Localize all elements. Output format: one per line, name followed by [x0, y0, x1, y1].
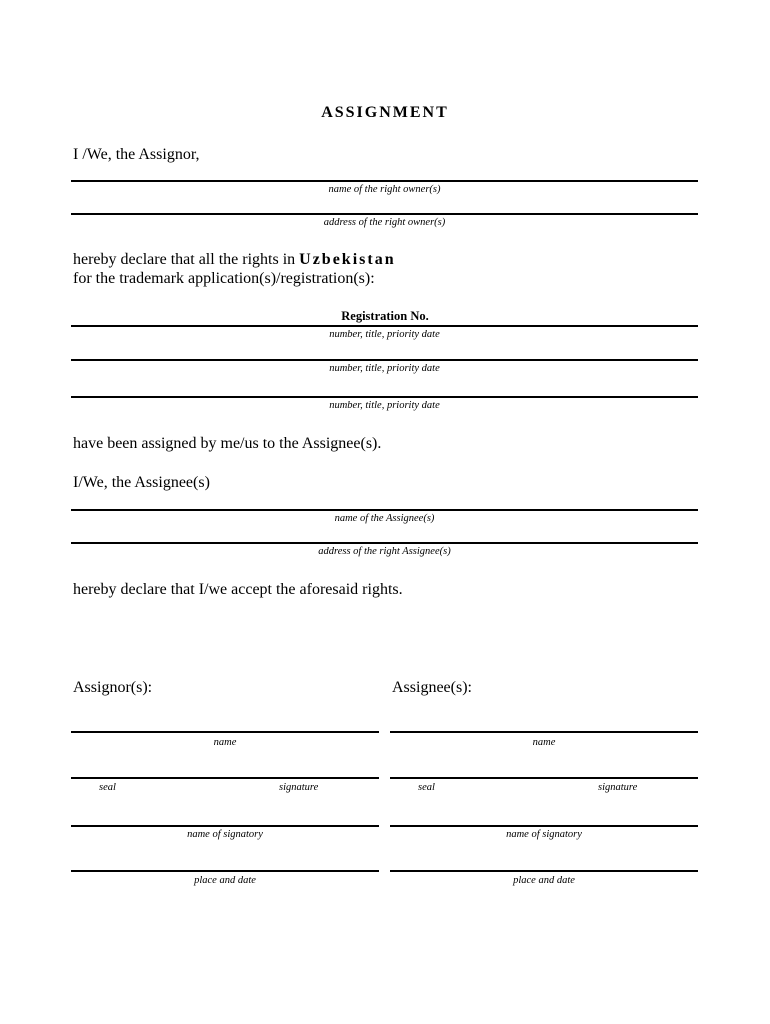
- assignor-signatory-line[interactable]: [71, 825, 379, 827]
- registration-caption-1: number, title, priority date: [329, 329, 440, 340]
- owner-name-line[interactable]: [71, 180, 698, 182]
- rights-declaration-line2: for the trademark application(s)/registration(s):: [73, 270, 375, 287]
- assignor-name-line[interactable]: [71, 731, 379, 733]
- assignee-seal-caption: seal: [418, 782, 435, 793]
- registration-line-3[interactable]: [71, 396, 698, 398]
- assignee-seal-signature-line[interactable]: [390, 777, 698, 779]
- registration-line-2[interactable]: [71, 359, 698, 361]
- registration-caption-3: number, title, priority date: [329, 400, 440, 411]
- assignee-name-line[interactable]: [71, 509, 698, 511]
- assignor-seal-caption: seal: [99, 782, 116, 793]
- assignee-signatory-line[interactable]: [390, 825, 698, 827]
- assignee-name-caption: name of the Assignee(s): [334, 513, 435, 524]
- assigned-statement: have been assigned by me/us to the Assignee(s).: [73, 435, 382, 452]
- assignor-signature-caption: signature: [279, 782, 319, 793]
- rights-declaration-prefix: hereby declare that all the rights in: [73, 251, 300, 268]
- assignor-seal-signature-line[interactable]: [71, 777, 379, 779]
- rights-declaration: [73, 250, 396, 269]
- registration-heading: Registration No.: [341, 309, 429, 323]
- assignor-signatory-caption: name of signatory: [187, 829, 263, 840]
- assignee-signature-heading: Assignee(s):: [392, 679, 472, 696]
- assignee-signatory-caption: name of signatory: [506, 829, 582, 840]
- assignee-signature-caption: signature: [598, 782, 638, 793]
- assignee-signature-name-line[interactable]: [390, 731, 698, 733]
- registration-line-1[interactable]: [71, 325, 698, 327]
- assignor-name-caption: name: [213, 737, 237, 748]
- assignee-intro: I/We, the Assignee(s): [73, 474, 210, 491]
- assignee-address-caption: address of the right Assignee(s): [318, 546, 451, 557]
- owner-address-line[interactable]: [71, 213, 698, 215]
- country-name: Uzbekistan: [299, 251, 396, 268]
- registration-caption-2: number, title, priority date: [329, 363, 440, 374]
- assignor-place-date-caption: place and date: [194, 875, 256, 886]
- assignee-place-date-caption: place and date: [513, 875, 575, 886]
- assignee-place-date-line[interactable]: [390, 870, 698, 872]
- owner-address-caption: address of the right owner(s): [323, 217, 446, 228]
- assignor-intro: I /We, the Assignor,: [73, 146, 200, 163]
- assignor-place-date-line[interactable]: [71, 870, 379, 872]
- acceptance-statement: hereby declare that I/we accept the aforesaid rights.: [73, 581, 403, 598]
- document-title: ASSIGNMENT: [321, 104, 449, 121]
- assignor-signature-heading: Assignor(s):: [73, 679, 153, 696]
- owner-name-caption: name of the right owner(s): [328, 184, 441, 195]
- assignee-address-line[interactable]: [71, 542, 698, 544]
- assignee-signature-name-caption: name: [532, 737, 556, 748]
